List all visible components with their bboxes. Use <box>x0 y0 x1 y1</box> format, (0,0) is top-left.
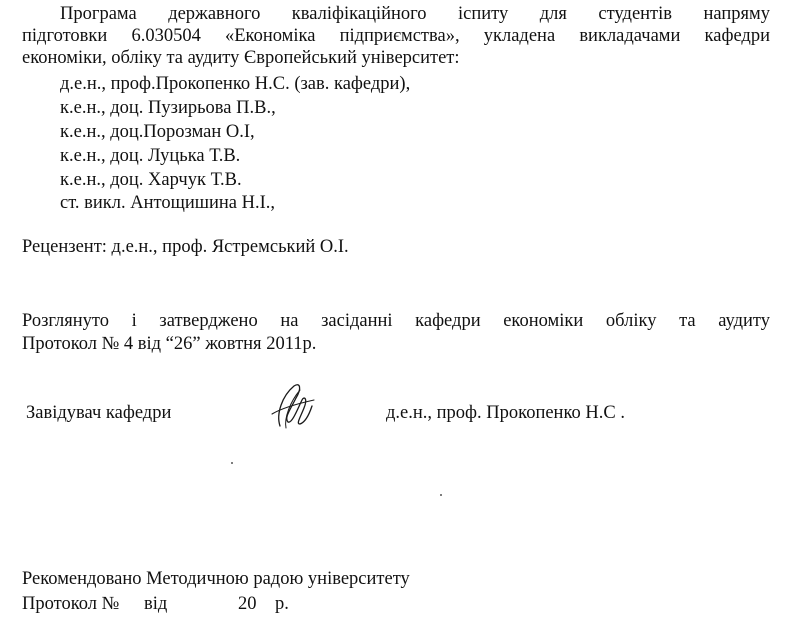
reviewer-line: Рецензент: д.е.н., проф. Ястремський О.І. <box>22 237 349 257</box>
recommendation-from-label: від <box>144 594 168 614</box>
approval-line-1: Розглянуто і затверджено на засіданні кафедри економіки обліку та аудиту <box>22 311 770 331</box>
handwritten-signature <box>262 378 322 434</box>
head-label: Завідувач кафедри <box>26 403 172 423</box>
author-3: к.е.н., доц.Порозман О.І, <box>60 122 255 142</box>
intro-line-3: економіки, обліку та аудиту Європейський університет: <box>22 48 460 68</box>
recommendation-protocol-label: Протокол № <box>22 594 120 614</box>
intro-paragraph <box>22 3 770 47</box>
author-6: ст. викл. Антощишина Н.І., <box>60 193 276 213</box>
intro-line-2: підготовки 6.030504 «Економіка підприємства», укладена викладачами кафедри <box>22 26 770 46</box>
approval-line-2: Протокол № 4 від “26” жовтня 2011р. <box>22 334 317 354</box>
author-2: к.е.н., доц. Пузирьова П.В., <box>60 98 276 118</box>
author-5: к.е.н., доц. Харчук Т.В. <box>60 170 242 190</box>
author-4: к.е.н., доц. Луцька Т.В. <box>60 146 241 166</box>
head-name: д.е.н., проф. Прокопенко Н.С . <box>386 403 625 423</box>
recommendation-line: Рекомендовано Методичною радою університету <box>22 569 410 589</box>
scan-speck <box>440 494 442 496</box>
intro-line-1: Програма державного кваліфікаційного іспиту для студентів напряму <box>60 4 770 24</box>
approval-paragraph <box>22 310 770 332</box>
recommendation-year-suffix: р. <box>275 594 289 614</box>
recommendation-year: 20 <box>238 594 257 614</box>
scan-speck <box>231 462 233 464</box>
author-1: д.е.н., проф.Прокопенко Н.С. (зав. кафедри), <box>60 74 411 94</box>
